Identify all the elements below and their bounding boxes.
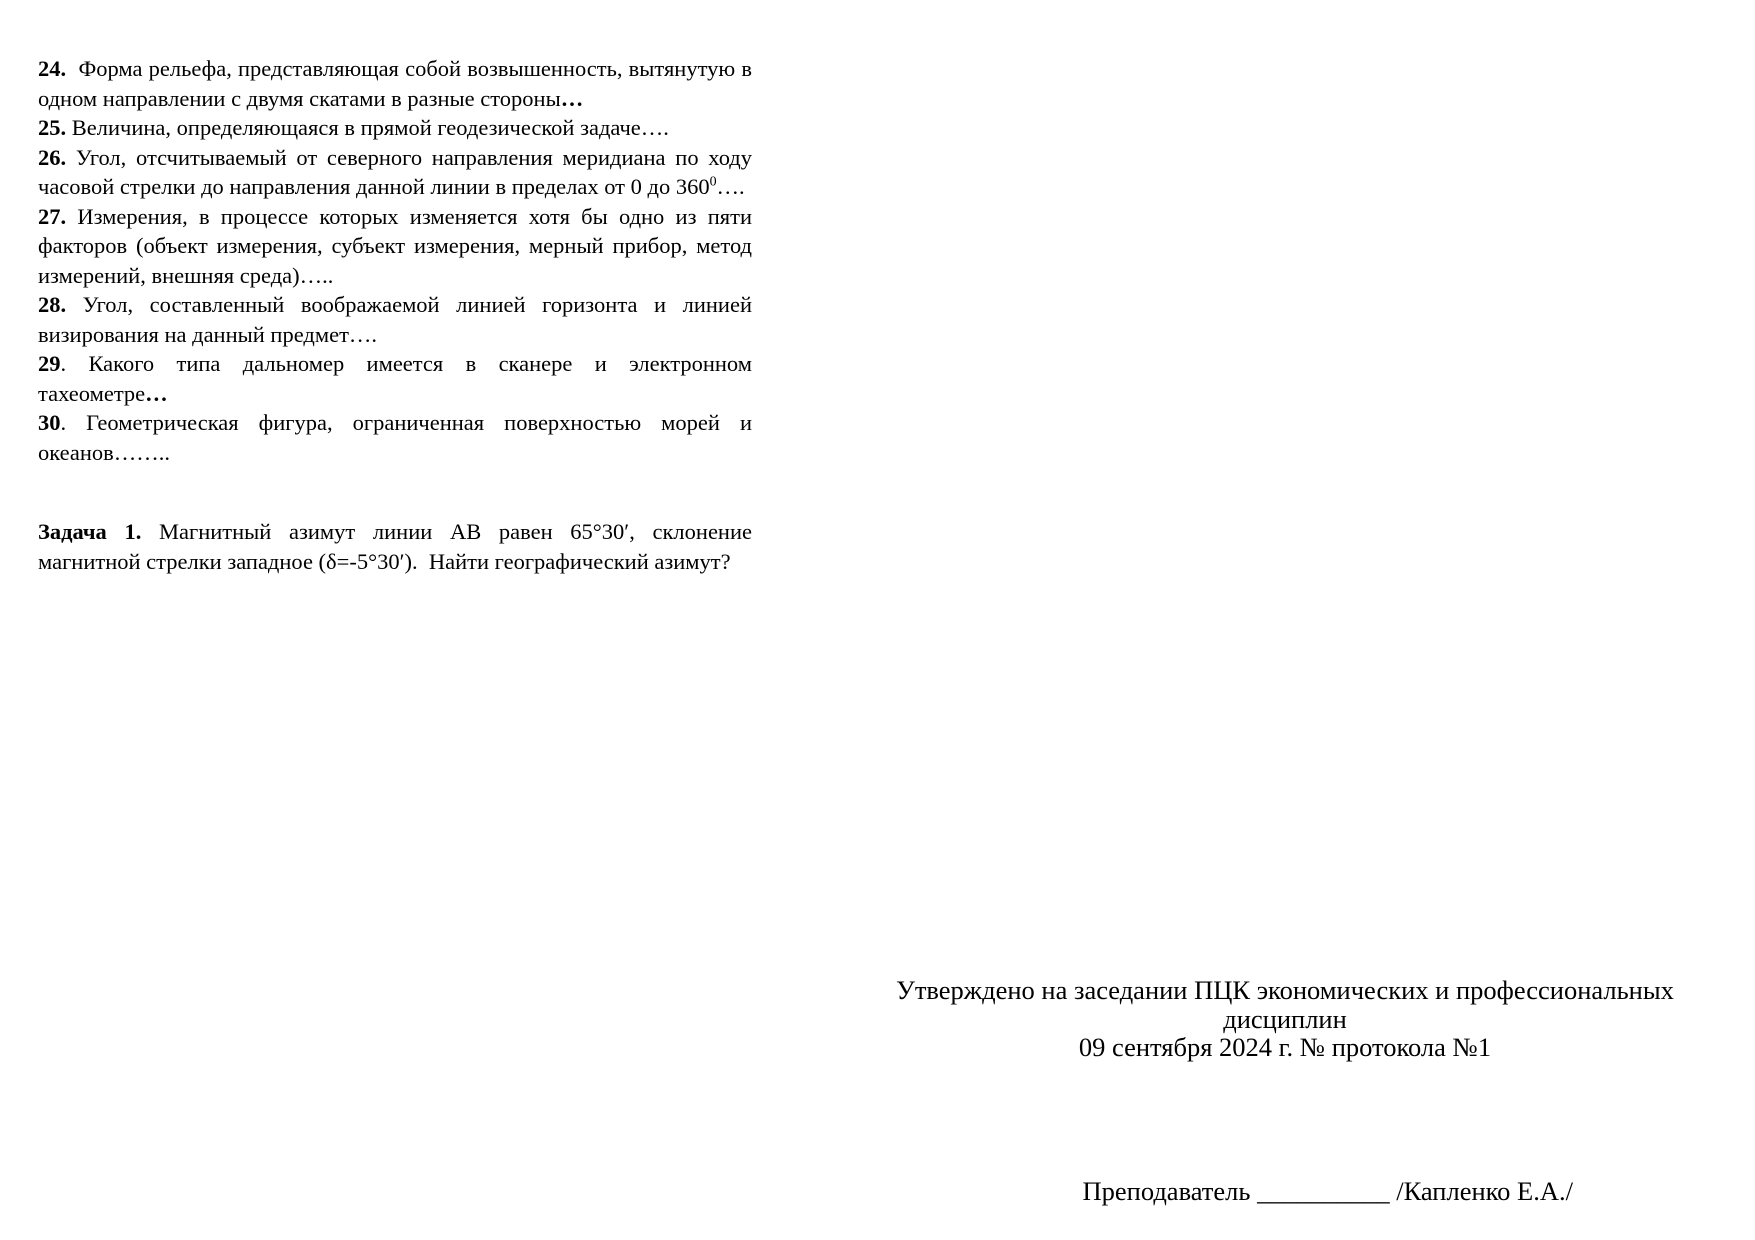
question-item-25 [38, 113, 752, 143]
question-number: 30 [38, 410, 61, 435]
questions-section [38, 54, 752, 467]
question-text: Угол, отсчитываемый от северного направления меридиана по ходу часовой стрелки до направления данной линии в пределах от 0 до 360 [38, 144, 752, 199]
question-text: . Какого типа дальномер имеется в сканере и электронном тахеометре [38, 351, 752, 406]
question-number: 27. [38, 203, 67, 229]
task-item [38, 517, 752, 576]
task-paragraph [38, 517, 752, 576]
question-item-27 [38, 202, 752, 291]
question-number: 29 [38, 351, 61, 376]
approval-line-1: Утверждено на заседании ПЦК экономических и профессиональных [896, 975, 1674, 1005]
task-text: Магнитный азимут линии АВ равен 65°30′, склонение магнитной стрелки западное (δ=-5°30′). Найти географический азимут? [38, 519, 753, 574]
question-text: Форма рельефа, представляющая собой возвышенность, вытянутую в одном направлении с двумя скатами в разные стороны [38, 56, 752, 111]
question-superscript: 0 [709, 174, 717, 190]
approval-line-3: 09 сентября 2024 г. № протокола №1 [1078, 1032, 1492, 1062]
question-item-26 [38, 143, 752, 202]
signature-line [1056, 1148, 1573, 1234]
question-item-28 [38, 290, 752, 349]
question-number: 24. [38, 56, 67, 81]
task-label: Задача 1. [38, 519, 142, 544]
question-number: 25. [38, 115, 67, 140]
question-text: Величина, определяющаяся в прямой геодезической задаче…. [66, 115, 669, 140]
question-ellipsis: … [560, 85, 584, 111]
question-number: 28. [38, 292, 67, 317]
question-ellipsis: … [145, 380, 168, 406]
question-item-24 [38, 54, 752, 113]
question-number: 26. [38, 144, 67, 170]
signature-text: Преподаватель __________ /Капленко Е.А./ [1082, 1175, 1573, 1206]
question-text: . Геометрическая фигура, ограниченная поверхностью морей и океанов…….. [38, 410, 752, 465]
question-item-29 [38, 349, 752, 408]
question-text: Угол, составленный воображаемой линией горизонта и линией визирования на данный предмет…. [38, 292, 752, 347]
approval-line-2: дисциплин [1223, 1003, 1347, 1034]
question-text: Измерения, в процессе которых изменяется хотя бы одно из пяти факторов (объект измерения, субъект измерения, мерный прибор, метод измерений, внешняя среда)….. [38, 203, 752, 288]
question-item-30 [38, 408, 752, 467]
question-text-after-sup: …. [716, 174, 745, 199]
approval-block [845, 976, 1725, 1062]
